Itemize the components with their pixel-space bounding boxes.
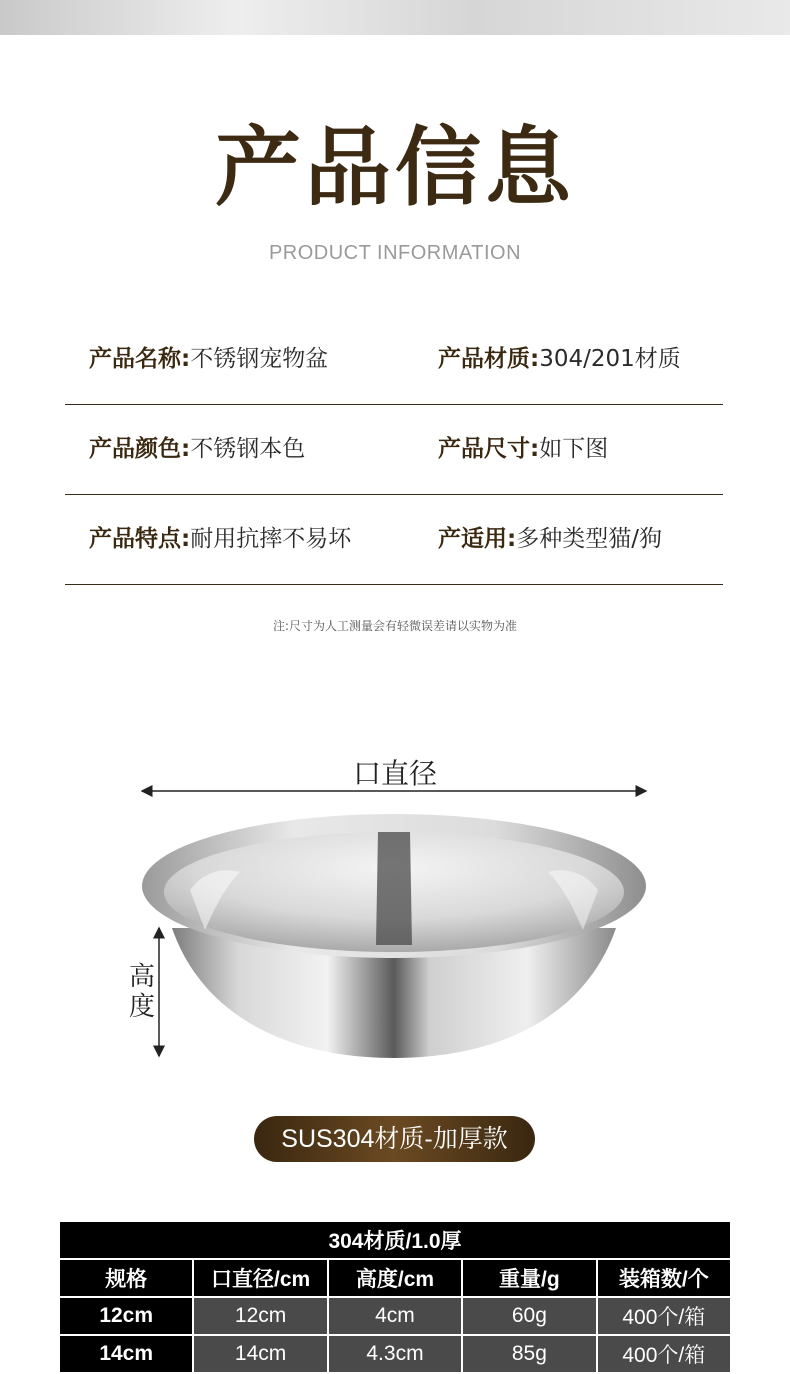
spec-table	[58, 1220, 732, 1374]
height-label: 高 度	[128, 962, 155, 1022]
page-title: 产品信息	[215, 118, 575, 218]
info-feature: 产品特点:耐用抗摔不易坏	[89, 526, 352, 552]
info-material: 产品材质:304/201材质	[438, 346, 681, 372]
top-banner-strip	[0, 0, 790, 35]
info-row-2	[65, 404, 723, 495]
header-diameter: 口直径/cm	[193, 1259, 327, 1297]
page-subtitle: PRODUCT INFORMATION	[268, 242, 522, 264]
info-suitable: 产适用:多种类型猫/狗	[438, 526, 662, 552]
bowl-reflection	[376, 832, 412, 945]
measurement-note: 注:尺寸为人工测量会有轻微误差请以实物为准	[272, 619, 518, 633]
header-height: 高度/cm	[328, 1259, 462, 1297]
diameter-label: 口直径	[352, 757, 437, 790]
info-color: 产品颜色:不锈钢本色	[89, 436, 306, 462]
header-spec: 规格	[59, 1259, 193, 1297]
info-row-3	[65, 494, 723, 585]
info-row-1	[65, 314, 723, 405]
table-caption: 304材质/1.0厚	[59, 1221, 731, 1259]
header-weight: 重量/g	[462, 1259, 596, 1297]
info-size: 产品尺寸:如下图	[438, 436, 609, 462]
info-name: 产品名称:不锈钢宠物盆	[89, 346, 329, 372]
header-box-qty: 装箱数/个	[597, 1259, 731, 1297]
material-badge: SUS304材质-加厚款	[254, 1116, 535, 1162]
table-row: 14cm 14cm 4.3cm 85g 400个/箱	[59, 1335, 731, 1373]
bowl-diagram	[0, 780, 790, 1080]
table-row: 12cm 12cm 4cm 60g 400个/箱	[59, 1297, 731, 1335]
